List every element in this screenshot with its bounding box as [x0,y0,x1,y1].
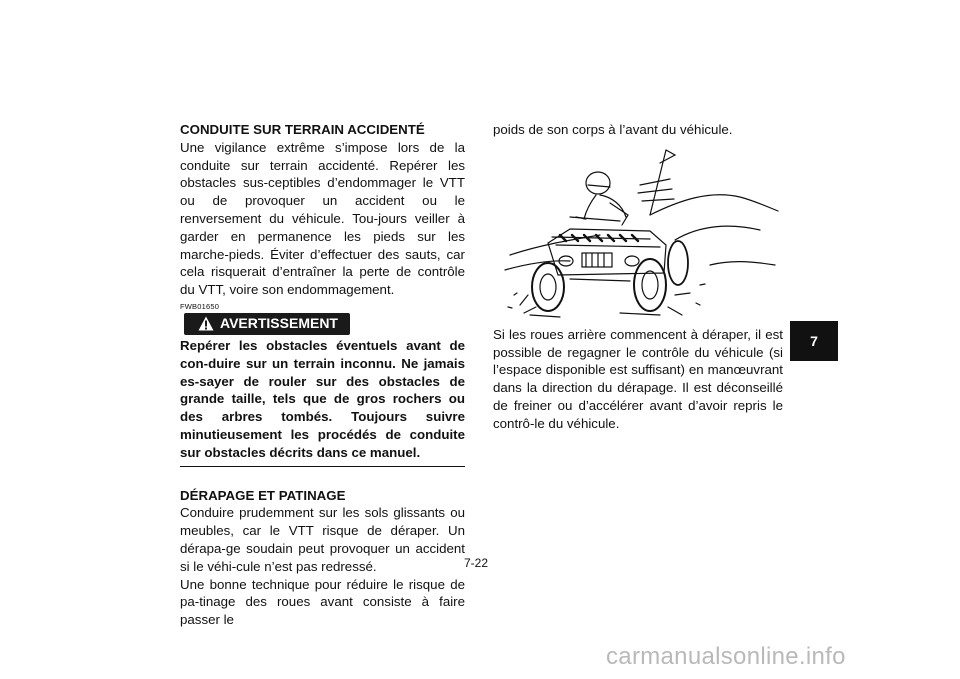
page-number: 7-22 [464,556,489,570]
warning-label: AVERTISSEMENT [220,315,338,332]
continuation-text: poids de son corps à l’avant du véhicule. [493,122,733,137]
watermark: carmanualsonline.info [606,643,846,670]
skidding-paragraph-2: Une bonne technique pour réduire le risque de pa-tinage des roues avant consiste à faire passer le [180,576,465,628]
rough-terrain-paragraph: Une vigilance extrême s’impose lors de la conduite sur terrain accidenté. Repérer les obstacles sus-ceptibles d’endommager le VTT ou de provoquer un accident ou le renversement du véhicule. Tou-jours veiller à garder en permanence les pieds sur les marche-pieds. Éviter d’effectuer des sauts, car cela risquerait d’entraîner la perte de contrôle du VTT, voire son endommagement. [180,139,465,298]
atv-rider-illustration-icon [500,145,780,323]
warning-code: FWB01650 [180,301,220,311]
left-column [180,121,465,629]
rear-skid-paragraph: Si les roues arrière commencent à déraper, il est possible de regagner le contrôle du véhicule (si l’espace disponible est suffisant) en manœuvrant dans la direction du dérapage. Il est déconseillé de freiner ou d’accélérer avant d’avoir repris le contrô-le du véhicule. [493,326,783,431]
warning-text: Repérer les obstacles éventuels avant de con-duire sur un terrain inconnu. Ne jamais es-sayer de rouler sur des obstacles de grande taille, tels que de gros rochers ou des arbres tombés. Toujours suivre minutieusement les procédés de conduite sur obstacles décrits dans ce manuel. [180,337,465,460]
chapter-tab: 7 [790,321,838,361]
skidding-paragraph-1: Conduire prudemment sur les sols glissants ou meubles, car le VTT risque de déraper. Un dérapa-ge soudain peut provoquer un accident si le véhi-cule n’est pas redressé. [180,505,465,574]
warning-triangle-icon [198,316,214,331]
warning-banner [184,313,350,335]
section-title-skidding: DÉRAPAGE ET PATINAGE [180,487,346,503]
section-title-rough-terrain: CONDUITE SUR TERRAIN ACCIDENTÉ [180,122,425,137]
